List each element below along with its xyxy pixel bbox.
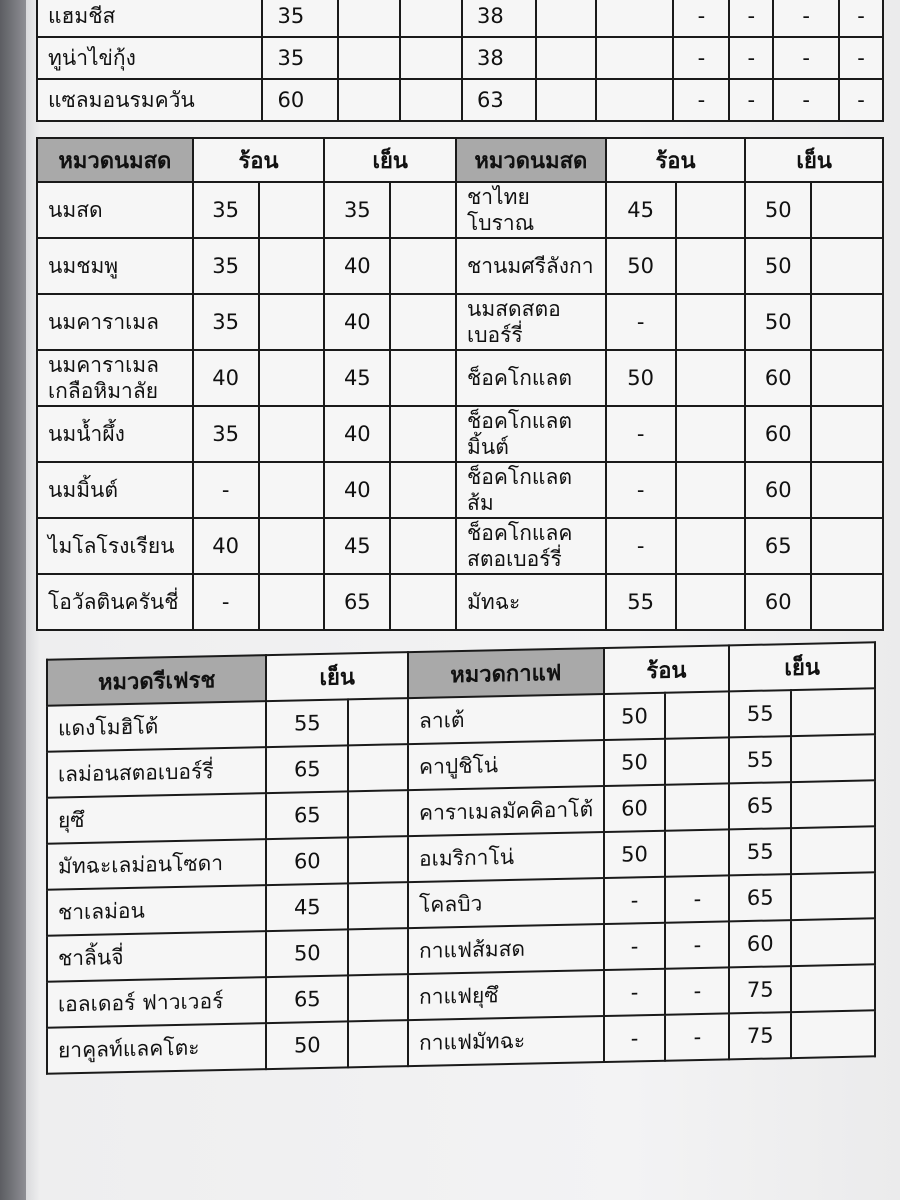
blank-cell bbox=[676, 574, 746, 630]
price-dash: - bbox=[729, 0, 773, 37]
blank-cell bbox=[390, 406, 456, 462]
price-b: 38 bbox=[462, 0, 536, 37]
blank-cell bbox=[348, 836, 408, 883]
blank-cell bbox=[338, 37, 400, 79]
refresh-cold-header: เย็น bbox=[266, 652, 408, 701]
coffee-cold-price: 55 bbox=[729, 828, 791, 875]
milk-item-name: ชานมศรีลังกา bbox=[456, 238, 606, 294]
milk-cold-price: 40 bbox=[324, 238, 390, 294]
blank-cell bbox=[259, 294, 325, 350]
blank-cell bbox=[811, 406, 883, 462]
item-name: ทูน่าไข่กุ้ง bbox=[37, 37, 262, 79]
refresh-cold-price: 65 bbox=[266, 975, 348, 1023]
milk-table-row bbox=[37, 462, 883, 518]
blank-cell bbox=[390, 182, 456, 238]
refresh-cold-price: 50 bbox=[266, 929, 348, 977]
milk-cold-price: 60 bbox=[745, 462, 811, 518]
coffee-hot-price: 60 bbox=[604, 785, 666, 832]
milk-hot-price: 45 bbox=[606, 182, 676, 238]
milk-hot-price: 50 bbox=[606, 238, 676, 294]
milk-hot-price: 40 bbox=[193, 518, 259, 574]
blank-cell bbox=[536, 37, 596, 79]
refresh-item-name: ชาเลม่อน bbox=[47, 885, 266, 936]
refresh-item-name: มัทฉะเลม่อนโซดา bbox=[47, 839, 266, 890]
blank-cell bbox=[348, 744, 408, 791]
coffee-hot-price-2 bbox=[665, 783, 729, 830]
top-table-row bbox=[37, 79, 883, 121]
blank-cell bbox=[791, 964, 875, 1012]
milk-table-row bbox=[37, 574, 883, 630]
blank-cell bbox=[259, 238, 325, 294]
coffee-item-name: กาแฟยุซึ bbox=[408, 970, 604, 1020]
milk-cold-price: 60 bbox=[745, 574, 811, 630]
milk-hot-price: - bbox=[606, 294, 676, 350]
blank-cell bbox=[811, 462, 883, 518]
milk-table-row bbox=[37, 294, 883, 350]
coffee-cold-price: 55 bbox=[729, 736, 791, 783]
blank-cell bbox=[811, 182, 883, 238]
blank-cell bbox=[791, 1010, 875, 1058]
milk-hot-price: - bbox=[193, 462, 259, 518]
item-name: แซลมอนรมควัน bbox=[37, 79, 262, 121]
price-b: 38 bbox=[462, 37, 536, 79]
refresh-cold-price: 55 bbox=[266, 699, 348, 747]
blank-cell bbox=[348, 974, 408, 1021]
blank-cell bbox=[811, 350, 883, 406]
blank-cell bbox=[791, 872, 875, 920]
milk-cold-price: 45 bbox=[324, 518, 390, 574]
price-dash: - bbox=[839, 0, 883, 37]
blank-cell bbox=[259, 518, 325, 574]
milk-cold-price: 50 bbox=[745, 182, 811, 238]
milk-cold-price: 60 bbox=[745, 350, 811, 406]
coffee-cold-header: เย็น bbox=[729, 642, 875, 691]
blank-cell bbox=[676, 238, 746, 294]
milk-cold-price: 60 bbox=[745, 406, 811, 462]
coffee-item-name: กาแฟมัทฉะ bbox=[408, 1016, 604, 1066]
milk-cold-price: 40 bbox=[324, 294, 390, 350]
coffee-hot-price-2: - bbox=[665, 921, 729, 968]
refresh-item-name: ยาคูลท์แลคโตะ bbox=[47, 1023, 266, 1074]
coffee-hot-price-2 bbox=[665, 737, 729, 784]
coffee-item-name: ลาเต้ bbox=[408, 694, 604, 744]
milk-item-name: นมคาราเมล bbox=[37, 294, 193, 350]
blank-cell bbox=[596, 37, 674, 79]
blank-cell bbox=[390, 518, 456, 574]
coffee-cold-price: 65 bbox=[729, 874, 791, 921]
coffee-hot-price: - bbox=[604, 923, 666, 970]
milk-item-name: นมสด bbox=[37, 182, 193, 238]
blank-cell bbox=[390, 574, 456, 630]
coffee-hot-price-2 bbox=[665, 829, 729, 876]
milk-hot-price: - bbox=[193, 574, 259, 630]
milk-cold-price: 45 bbox=[324, 350, 390, 406]
price-dash: - bbox=[839, 37, 883, 79]
milk-hot-price: 50 bbox=[606, 350, 676, 406]
milk-item-name: มัทฉะ bbox=[456, 574, 606, 630]
coffee-header: หมวดกาแฟ bbox=[408, 648, 604, 698]
price-dash: - bbox=[839, 79, 883, 121]
milk-item-name: นมสดสตอ เบอร์รี่ bbox=[456, 294, 606, 350]
milk-item-name: นมชมพู bbox=[37, 238, 193, 294]
refresh-item-name: เอลเดอร์ ฟาวเวอร์ bbox=[47, 977, 266, 1028]
price-a: 35 bbox=[262, 0, 338, 37]
refresh-coffee-table bbox=[46, 641, 876, 1074]
blank-cell bbox=[259, 462, 325, 518]
milk-item-name: โอวัลตินครันชี่ bbox=[37, 574, 193, 630]
coffee-hot-price: 50 bbox=[604, 693, 666, 740]
blank-cell bbox=[596, 79, 674, 121]
refresh-cold-price: 65 bbox=[266, 745, 348, 793]
item-name: แฮมชีส bbox=[37, 0, 262, 37]
coffee-item-name: กาแฟส้มสด bbox=[408, 924, 604, 974]
coffee-cold-price: 65 bbox=[729, 782, 791, 829]
milk-table-row bbox=[37, 238, 883, 294]
blank-cell bbox=[596, 0, 674, 37]
milk-cold-price: 65 bbox=[745, 518, 811, 574]
blank-cell bbox=[676, 350, 746, 406]
milk-right-hot-header: ร้อน bbox=[606, 138, 746, 182]
blank-cell bbox=[791, 826, 875, 874]
milk-item-name: ไมโลโรงเรียน bbox=[37, 518, 193, 574]
milk-cold-price: 40 bbox=[324, 462, 390, 518]
coffee-hot-price: 50 bbox=[604, 831, 666, 878]
coffee-cold-price: 75 bbox=[729, 1012, 791, 1059]
blank-cell bbox=[676, 182, 746, 238]
blank-cell bbox=[259, 406, 325, 462]
milk-category-table bbox=[36, 137, 884, 631]
milk-right-header: หมวดนมสด bbox=[456, 138, 606, 182]
milk-hot-price: 35 bbox=[193, 182, 259, 238]
refresh-header: หมวดรีเฟรช bbox=[47, 655, 266, 706]
coffee-hot-price-2 bbox=[665, 691, 729, 738]
milk-cold-price: 35 bbox=[324, 182, 390, 238]
blank-cell bbox=[390, 238, 456, 294]
milk-right-cold-header: เย็น bbox=[745, 138, 883, 182]
blank-cell bbox=[390, 462, 456, 518]
milk-item-name: ชาไทย โบราณ bbox=[456, 182, 606, 238]
milk-table-row bbox=[37, 518, 883, 574]
blank-cell bbox=[400, 0, 462, 37]
milk-hot-price: 40 bbox=[193, 350, 259, 406]
coffee-hot-price: - bbox=[604, 969, 666, 1016]
milk-hot-price: - bbox=[606, 462, 676, 518]
top-menu-table bbox=[36, 0, 884, 122]
milk-cold-price: 40 bbox=[324, 406, 390, 462]
coffee-hot-price-2: - bbox=[665, 875, 729, 922]
milk-item-name: ช็อคโกแลต มิ้นต์ bbox=[456, 406, 606, 462]
milk-item-name: นมมิ้นต์ bbox=[37, 462, 193, 518]
coffee-item-name: คาปูชิโน่ bbox=[408, 740, 604, 790]
milk-hot-price: - bbox=[606, 406, 676, 462]
milk-left-header: หมวดนมสด bbox=[37, 138, 193, 182]
milk-table-row bbox=[37, 182, 883, 238]
blank-cell bbox=[259, 350, 325, 406]
blank-cell bbox=[338, 0, 400, 37]
milk-cold-price: 50 bbox=[745, 294, 811, 350]
milk-cold-price: 50 bbox=[745, 238, 811, 294]
milk-item-name: ช็อคโกแลค สตอเบอร์รี่ bbox=[456, 518, 606, 574]
blank-cell bbox=[811, 294, 883, 350]
milk-hot-price: 35 bbox=[193, 406, 259, 462]
milk-hot-price: 35 bbox=[193, 238, 259, 294]
blank-cell bbox=[536, 0, 596, 37]
coffee-hot-price: 50 bbox=[604, 739, 666, 786]
price-dash: - bbox=[673, 79, 729, 121]
coffee-hot-price-2: - bbox=[665, 1013, 729, 1060]
price-b: 63 bbox=[462, 79, 536, 121]
coffee-hot-header: ร้อน bbox=[604, 645, 730, 694]
top-table-row bbox=[37, 0, 883, 37]
milk-left-cold-header: เย็น bbox=[324, 138, 456, 182]
milk-left-hot-header: ร้อน bbox=[193, 138, 325, 182]
blank-cell bbox=[811, 518, 883, 574]
blank-cell bbox=[400, 79, 462, 121]
coffee-item-name: อเมริกาโน่ bbox=[408, 832, 604, 882]
blank-cell bbox=[259, 182, 325, 238]
coffee-cold-price: 75 bbox=[729, 966, 791, 1013]
blank-cell bbox=[811, 574, 883, 630]
top-table-row bbox=[37, 37, 883, 79]
coffee-hot-price-2: - bbox=[665, 967, 729, 1014]
blank-cell bbox=[676, 462, 746, 518]
refresh-item-name: เลม่อนสตอเบอร์รี่ bbox=[47, 747, 266, 798]
refresh-cold-price: 45 bbox=[266, 883, 348, 931]
refresh-item-name: แดงโมฮิโต้ bbox=[47, 701, 266, 752]
price-a: 35 bbox=[262, 37, 338, 79]
milk-hot-price: - bbox=[606, 518, 676, 574]
price-dash: - bbox=[673, 37, 729, 79]
coffee-hot-price: - bbox=[604, 877, 666, 924]
milk-cold-price: 65 bbox=[324, 574, 390, 630]
milk-hot-price: 55 bbox=[606, 574, 676, 630]
blank-cell bbox=[259, 574, 325, 630]
blank-cell bbox=[348, 698, 408, 745]
blank-cell bbox=[676, 294, 746, 350]
blank-cell bbox=[390, 350, 456, 406]
blank-cell bbox=[348, 1020, 408, 1067]
refresh-item-name: ชาลิ้นจี่ bbox=[47, 931, 266, 982]
milk-hot-price: 35 bbox=[193, 294, 259, 350]
refresh-cold-price: 60 bbox=[266, 837, 348, 885]
blank-cell bbox=[676, 406, 746, 462]
price-dash: - bbox=[773, 37, 839, 79]
price-dash: - bbox=[773, 0, 839, 37]
blank-cell bbox=[348, 928, 408, 975]
coffee-cold-price: 55 bbox=[729, 690, 791, 737]
blank-cell bbox=[791, 688, 875, 736]
blank-cell bbox=[791, 918, 875, 966]
price-a: 60 bbox=[262, 79, 338, 121]
refresh-cold-price: 65 bbox=[266, 791, 348, 839]
blank-cell bbox=[811, 238, 883, 294]
milk-item-name: นมน้ำผึ้ง bbox=[37, 406, 193, 462]
blank-cell bbox=[676, 518, 746, 574]
milk-table-row bbox=[37, 406, 883, 462]
page-edge-shadow bbox=[0, 0, 26, 1200]
blank-cell bbox=[390, 294, 456, 350]
coffee-item-name: โคลบิว bbox=[408, 878, 604, 928]
blank-cell bbox=[348, 882, 408, 929]
milk-item-name: ช็อคโกแลต ส้ม bbox=[456, 462, 606, 518]
blank-cell bbox=[348, 790, 408, 837]
coffee-hot-price: - bbox=[604, 1015, 666, 1062]
blank-cell bbox=[400, 37, 462, 79]
blank-cell bbox=[338, 79, 400, 121]
price-dash: - bbox=[729, 37, 773, 79]
refresh-item-name: ยุซึ bbox=[47, 793, 266, 844]
blank-cell bbox=[536, 79, 596, 121]
blank-cell bbox=[791, 734, 875, 782]
price-dash: - bbox=[673, 0, 729, 37]
price-dash: - bbox=[729, 79, 773, 121]
coffee-cold-price: 60 bbox=[729, 920, 791, 967]
price-dash: - bbox=[773, 79, 839, 121]
milk-item-name: นมคาราเมล เกลือหิมาลัย bbox=[37, 350, 193, 406]
blank-cell bbox=[791, 780, 875, 828]
refresh-cold-price: 50 bbox=[266, 1021, 348, 1069]
coffee-item-name: คาราเมลมัคคิอาโต้ bbox=[408, 786, 604, 836]
milk-table-row bbox=[37, 350, 883, 406]
milk-item-name: ช็อคโกแลต bbox=[456, 350, 606, 406]
